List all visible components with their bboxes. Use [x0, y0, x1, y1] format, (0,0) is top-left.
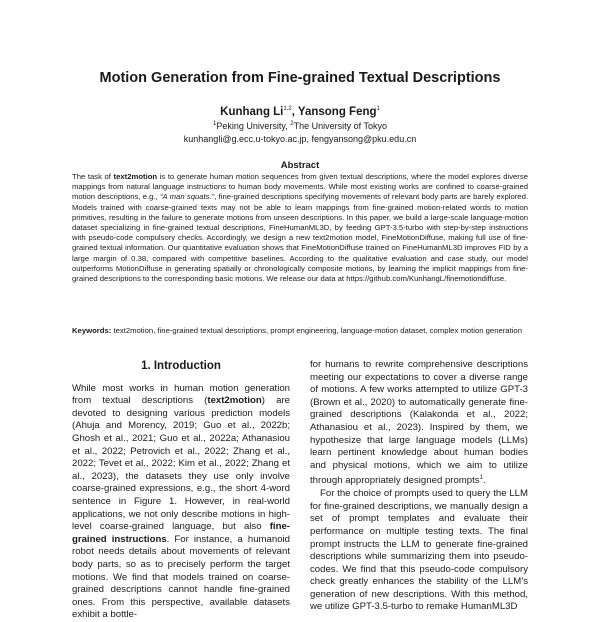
- abstract-text: is to generate human motion sequences from given textual descriptions, where the model explores diverse mappings from natural language instructions to human body movements. While most existing works are confined to coarse-grained motion descriptions, e.g.,: [72, 172, 528, 202]
- left-column: [72, 360, 290, 622]
- body-text: While most works in human motion generation from textual descriptions (: [72, 382, 290, 407]
- author-separator: ,: [291, 106, 298, 118]
- abstract-heading: Abstract: [280, 160, 320, 171]
- author-name: Yansong Feng: [297, 106, 377, 118]
- keywords-label: Keywords:: [72, 326, 112, 335]
- body-text: . For instance, a humanoid robot needs details about movements of relevant body parts, so as to precisely perform the target motions. We find that models trained on coarse-grained descriptions cannot handle fine-grained ones. From this perspective, available datasets exhibit a bottle-: [72, 533, 290, 621]
- affiliation-text: Peking University,: [216, 121, 291, 131]
- affiliation-text: The University of Tokyo: [293, 121, 387, 131]
- body-paragraph: [72, 383, 290, 622]
- right-column: [310, 359, 528, 614]
- author-emails: kunhangli@g.ecc.u-tokyo.ac.jp, fengyansong@pku.edu.cn: [183, 134, 417, 144]
- body-text: for humans to rewrite comprehensive descriptions meeting our expectations to cover a diverse range of motions. A few works attempted to utilize GPT-3 (Brown et al., 2020) to automatically generate fine-grained descriptions (Kalakonda et al., 2022; Athanasiou et al., 2023). Inspired by them, we hypothesize that large language models (LLMs) learn pertinent knowledge about human bodies and physical motions, which we aim to utilize through appropriately designed prompts: [310, 359, 528, 487]
- affiliation-mark: 1: [213, 121, 217, 127]
- body-text: ) are devoted to designing various prediction models (Ahuja and Morency, 2019; Guo et al., 2022b; Ghosh et al., 2021; Guo et al., 2022a; Athanasiou et al., 2022; Petrovich et al., 2022; Zhang et al., 2022; Tevet et al., 2022; Kim et al., 2022; Zhang et al., 2023), the datasets they use only involve coarse-grained expressions, e.g., the short 4-word sentence in Figure 1. However, in real-world applications, we not only describe motions in high-level coarse-grained language, but also: [72, 395, 290, 533]
- abstract-body: [72, 172, 528, 284]
- body-paragraph: For the choice of prompts used to query the LLM for fine-grained descriptions, we manually design a set of prompt templates and evaluate their performance on multiple testing texts. The final prompt instructs the LLM to generate fine-grained descriptions while summarizing them into pseudo-codes. We find that this pseudo-code compulsory check greatly enhances the stability of the LLM’s generation of new descriptions. With this method, we utilize GPT-3.5-turbo to remake HumanML3D: [310, 488, 528, 613]
- body-text: .: [482, 475, 486, 487]
- affiliations: [0, 121, 600, 131]
- affiliation-mark: 1: [376, 106, 380, 113]
- paper-title: Motion Generation from Fine-grained Textual Descriptions: [99, 70, 501, 86]
- abstract-example-quote: “A man squats.”: [159, 192, 215, 202]
- keywords: [72, 326, 528, 336]
- body-bold-term: fine-grained instructions: [72, 521, 290, 545]
- abstract-text: The task of: [72, 172, 114, 181]
- body-paragraph: [310, 359, 528, 488]
- author-list: [0, 106, 600, 118]
- affiliation-mark: 1,2: [283, 106, 292, 113]
- keywords-text: text2motion, fine-grained textual descriptions, prompt engineering, language-motion dataset, complex motion generation: [111, 326, 522, 335]
- footnote-mark: 1: [479, 475, 483, 482]
- body-bold-term: text2motion: [207, 395, 262, 407]
- author-name: Kunhang Li: [220, 106, 284, 118]
- abstract-bold-term: text2motion: [113, 172, 158, 181]
- section-heading: 1. Introduction: [141, 360, 221, 372]
- abstract-text: , fine-grained descriptions specifying movements of relevant body parts are barely explored. Models trained with coarse-grained texts may not be able to learn mappings from fine-grained motion-related words to motion primitives, resulting in the failure to generate motions from unseen descriptions. In this paper, we build a large-scale language-motion dataset specializing in fine-grained textual descriptions, FineHumanML3D, by feeding GPT-3.5-turbo with step-by-step instructions with pseudo-code compulsory checks. Accordingly, we design a new text2motion model, FineMotionDiffuse, making full use of fine-grained textual information. Our quantitative evaluation shows that FineMotionDiffuse trained on FineHumanML3D improves FID by a large margin of 0.38, compared with competitive baselines. According to the qualitative evaluation and case study, our model outperforms MotionDiffuse in generating spatially or chronologically composite motions, by learning the implicit mappings from fine-grained descriptions to the corresponding basic motions. We release our data at https://github.com/KunhangL/finemotiondiffuse.: [72, 192, 528, 284]
- affiliation-mark: 2: [290, 121, 294, 127]
